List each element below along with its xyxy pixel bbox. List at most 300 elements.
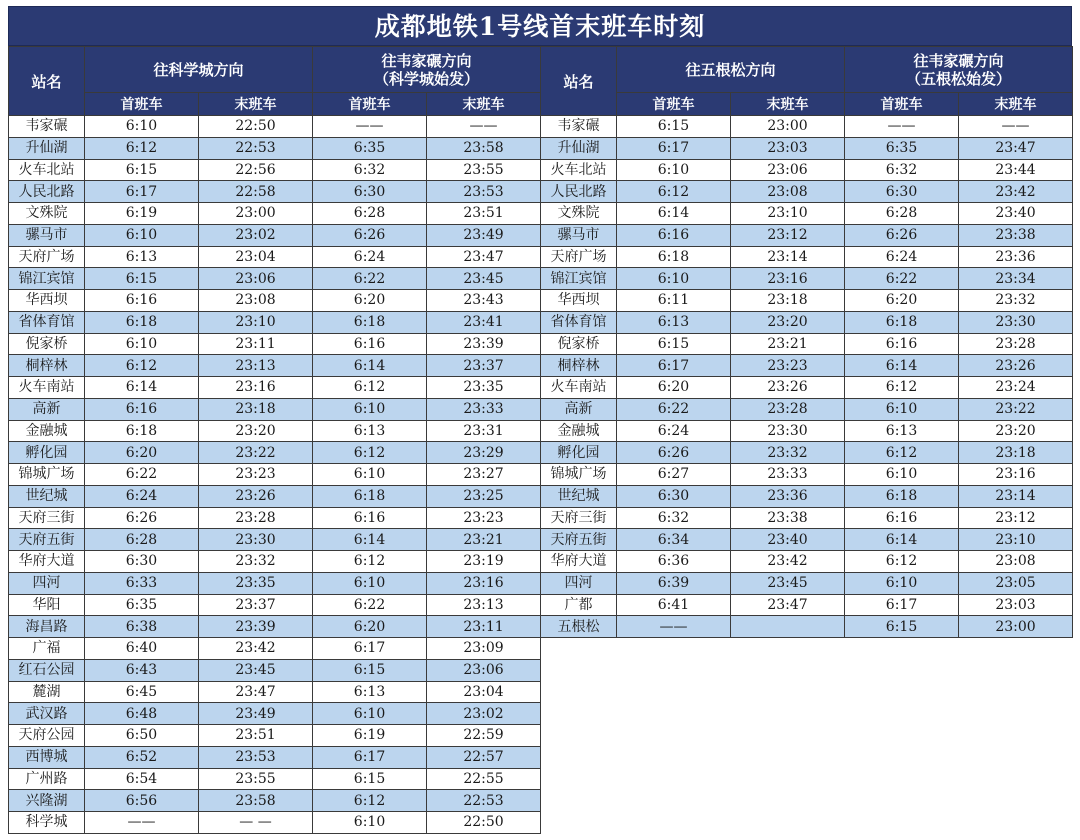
first-train-header: 首班车 (85, 93, 199, 116)
first-train-cell: 6:32 (617, 507, 731, 529)
last-train-cell: 23:39 (427, 333, 541, 355)
first-train-cell: 6:12 (313, 790, 427, 812)
station-name-cell: 华府大道 (541, 551, 617, 573)
station-name-cell: 海昌路 (9, 616, 85, 638)
last-train-cell: 23:20 (959, 420, 1073, 442)
table-row (9, 616, 541, 638)
last-train-cell: 23:53 (199, 746, 313, 768)
last-train-cell: 23:23 (199, 464, 313, 486)
first-train-cell: 6:32 (845, 159, 959, 181)
last-train-cell: 23:23 (427, 507, 541, 529)
first-train-cell: 6:48 (85, 703, 199, 725)
table-row (541, 137, 1073, 159)
last-train-cell: 23:26 (959, 355, 1073, 377)
station-name-cell: 锦城广场 (541, 464, 617, 486)
first-train-cell: 6:12 (85, 137, 199, 159)
station-name-cell: 广州路 (9, 768, 85, 790)
first-train-cell: 6:16 (313, 333, 427, 355)
first-train-cell: 6:16 (85, 398, 199, 420)
last-train-cell: 23:30 (959, 311, 1073, 333)
last-train-cell: 23:18 (959, 442, 1073, 464)
first-train-cell: 6:54 (85, 768, 199, 790)
station-name-cell: 五根松 (541, 616, 617, 638)
station-name-cell: 广福 (9, 638, 85, 660)
station-name-cell: 天府五街 (541, 529, 617, 551)
table-row (9, 790, 541, 812)
station-name-cell: 华西坝 (9, 290, 85, 312)
first-train-cell: 6:14 (845, 355, 959, 377)
last-train-cell: 23:42 (959, 181, 1073, 203)
station-name-cell: 孵化园 (9, 442, 85, 464)
last-train-cell: 23:16 (199, 377, 313, 399)
last-train-cell: 23:32 (731, 442, 845, 464)
first-train-cell: 6:35 (845, 137, 959, 159)
last-train-cell: 23:06 (731, 159, 845, 181)
first-train-header: 首班车 (313, 93, 427, 116)
last-train-cell: 23:10 (731, 203, 845, 225)
first-train-cell: 6:10 (617, 159, 731, 181)
table-row (9, 333, 541, 355)
first-train-cell: 6:26 (617, 442, 731, 464)
first-train-cell: 6:15 (617, 333, 731, 355)
last-train-cell: 23:55 (199, 768, 313, 790)
last-train-cell: 23:25 (427, 485, 541, 507)
last-train-cell: 23:37 (427, 355, 541, 377)
first-train-cell: 6:10 (845, 398, 959, 420)
first-train-header: 首班车 (617, 93, 731, 116)
last-train-cell: 23:29 (427, 442, 541, 464)
timetable-right (540, 46, 1073, 638)
table-row (9, 725, 541, 747)
first-train-cell: 6:10 (313, 812, 427, 834)
station-name-cell: 华西坝 (541, 290, 617, 312)
last-train-cell (731, 616, 845, 638)
table-row (9, 638, 541, 660)
table-row (9, 681, 541, 703)
table-row (541, 246, 1073, 268)
last-train-cell: 23:49 (199, 703, 313, 725)
station-name-cell: 火车北站 (541, 159, 617, 181)
first-train-cell: 6:45 (85, 681, 199, 703)
first-train-cell: 6:13 (85, 246, 199, 268)
first-train-cell: 6:24 (85, 485, 199, 507)
first-train-cell: 6:20 (617, 377, 731, 399)
first-train-cell: 6:11 (617, 290, 731, 312)
last-train-cell: 23:26 (731, 377, 845, 399)
table-row (9, 224, 541, 246)
station-name-cell: 省体育馆 (9, 311, 85, 333)
first-train-cell: —— (313, 116, 427, 138)
first-train-cell: 6:40 (85, 638, 199, 660)
first-train-cell: 6:19 (313, 725, 427, 747)
last-train-cell: 22:53 (427, 790, 541, 812)
last-train-cell: 23:22 (199, 442, 313, 464)
first-train-cell: 6:13 (845, 420, 959, 442)
last-train-cell: 23:08 (959, 551, 1073, 573)
last-train-cell: 22:57 (427, 746, 541, 768)
first-train-cell: 6:17 (845, 594, 959, 616)
last-train-cell: 23:39 (199, 616, 313, 638)
first-train-cell: 6:10 (617, 268, 731, 290)
table-row (9, 746, 541, 768)
last-train-cell: 23:45 (427, 268, 541, 290)
station-name-cell: 桐梓林 (9, 355, 85, 377)
direction-header: 往科学城方向 (85, 47, 313, 93)
table-row (9, 377, 541, 399)
first-train-cell: 6:15 (85, 159, 199, 181)
last-train-cell: 23:04 (199, 246, 313, 268)
table-row (9, 812, 541, 834)
station-name-cell: 四河 (541, 572, 617, 594)
station-name-cell: 火车南站 (541, 377, 617, 399)
first-train-cell: 6:27 (617, 464, 731, 486)
last-train-cell: 23:47 (199, 681, 313, 703)
first-train-cell: 6:12 (313, 377, 427, 399)
table-row (9, 659, 541, 681)
last-train-cell: 23:10 (199, 311, 313, 333)
first-train-cell: —— (85, 812, 199, 834)
first-train-cell: 6:12 (313, 442, 427, 464)
table-row (541, 333, 1073, 355)
table-row (541, 442, 1073, 464)
last-train-cell: 23:09 (427, 638, 541, 660)
table-row (9, 268, 541, 290)
first-train-cell: 6:16 (845, 507, 959, 529)
first-train-cell: 6:33 (85, 572, 199, 594)
table-row (9, 159, 541, 181)
table-row (541, 572, 1073, 594)
first-train-cell: 6:10 (313, 703, 427, 725)
station-name-cell: 世纪城 (9, 485, 85, 507)
first-train-cell: 6:16 (845, 333, 959, 355)
last-train-cell: 23:12 (731, 224, 845, 246)
last-train-cell: 23:47 (731, 594, 845, 616)
direction-header (313, 47, 541, 93)
last-train-cell: 23:30 (731, 420, 845, 442)
last-train-cell: 23:05 (959, 572, 1073, 594)
last-train-cell: 23:20 (199, 420, 313, 442)
station-name-cell: 四河 (9, 572, 85, 594)
last-train-cell: 23:14 (959, 485, 1073, 507)
first-train-cell: 6:15 (845, 616, 959, 638)
last-train-cell: 23:51 (199, 725, 313, 747)
table-row (541, 181, 1073, 203)
station-name-cell: 天府三街 (541, 507, 617, 529)
first-train-cell: 6:18 (617, 246, 731, 268)
first-train-cell: 6:39 (617, 572, 731, 594)
last-train-cell: 23:58 (199, 790, 313, 812)
station-name-cell: 广都 (541, 594, 617, 616)
first-train-cell: 6:12 (85, 355, 199, 377)
first-train-cell: 6:28 (845, 203, 959, 225)
last-train-cell: 23:06 (427, 659, 541, 681)
table-row (9, 594, 541, 616)
last-train-cell: 23:11 (427, 616, 541, 638)
table-row (541, 311, 1073, 333)
station-name-cell: 华阳 (9, 594, 85, 616)
last-train-cell: — — (199, 812, 313, 834)
first-train-cell: —— (845, 116, 959, 138)
last-train-cell: 23:14 (731, 246, 845, 268)
last-train-cell: 23:00 (959, 616, 1073, 638)
first-train-cell: 6:35 (85, 594, 199, 616)
station-name-cell: 武汉路 (9, 703, 85, 725)
station-name-cell: 高新 (541, 398, 617, 420)
table-row (9, 420, 541, 442)
table-row (9, 703, 541, 725)
table-row (541, 355, 1073, 377)
first-train-cell: 6:13 (617, 311, 731, 333)
table-row (9, 442, 541, 464)
last-train-cell: 23:32 (959, 290, 1073, 312)
station-name-cell: 文殊院 (9, 203, 85, 225)
station-name-cell: 锦江宾馆 (9, 268, 85, 290)
first-train-cell: 6:18 (313, 311, 427, 333)
timetable-left (8, 46, 541, 834)
last-train-cell: 23:40 (731, 529, 845, 551)
first-train-cell: 6:28 (313, 203, 427, 225)
station-name-cell: 倪家桥 (541, 333, 617, 355)
first-train-cell: 6:15 (617, 116, 731, 138)
table-row (541, 529, 1073, 551)
table-row (541, 420, 1073, 442)
station-name-cell: 兴隆湖 (9, 790, 85, 812)
direction-header: 往五根松方向 (617, 47, 845, 93)
table-row (9, 464, 541, 486)
first-train-cell: 6:18 (313, 485, 427, 507)
table-row (9, 768, 541, 790)
last-train-cell: 23:51 (427, 203, 541, 225)
last-train-cell: 23:42 (199, 638, 313, 660)
last-train-cell: 23:45 (731, 572, 845, 594)
station-name-cell: 天府三街 (9, 507, 85, 529)
last-train-cell: 23:08 (199, 290, 313, 312)
first-train-cell: 6:16 (313, 507, 427, 529)
first-train-cell: 6:18 (845, 311, 959, 333)
last-train-header: 末班车 (199, 93, 313, 116)
timetable-body (541, 116, 1073, 638)
station-name-cell: 骡马市 (9, 224, 85, 246)
last-train-cell: 23:13 (427, 594, 541, 616)
direction-header-note: （科学城始发） (374, 69, 480, 88)
table-row (9, 551, 541, 573)
station-name-cell: 韦家碾 (541, 116, 617, 138)
last-train-cell: 23:38 (731, 507, 845, 529)
last-train-cell: 23:27 (427, 464, 541, 486)
last-train-cell: 22:53 (199, 137, 313, 159)
first-train-cell: 6:17 (313, 638, 427, 660)
last-train-header: 末班车 (427, 93, 541, 116)
last-train-cell: 23:43 (427, 290, 541, 312)
first-train-cell: 6:19 (85, 203, 199, 225)
last-train-cell: 23:11 (199, 333, 313, 355)
first-train-cell: 6:36 (617, 551, 731, 573)
last-train-cell: 23:37 (199, 594, 313, 616)
last-train-cell: 22:59 (427, 725, 541, 747)
first-train-cell: 6:18 (845, 485, 959, 507)
first-train-cell: 6:18 (85, 420, 199, 442)
table-row (9, 116, 541, 138)
table-row (541, 507, 1073, 529)
table-row (541, 551, 1073, 573)
table-row (541, 464, 1073, 486)
first-train-cell: 6:34 (617, 529, 731, 551)
station-header: 站名 (541, 47, 617, 116)
first-train-cell: 6:26 (85, 507, 199, 529)
table-row (541, 116, 1073, 138)
page-title: 成都地铁1号线首末班车时刻 (8, 6, 1072, 46)
first-train-cell: 6:15 (85, 268, 199, 290)
station-name-cell: 锦江宾馆 (541, 268, 617, 290)
first-train-cell: 6:30 (85, 551, 199, 573)
first-train-cell: 6:20 (313, 616, 427, 638)
table-row (541, 290, 1073, 312)
station-header: 站名 (9, 47, 85, 116)
first-train-cell: 6:12 (617, 181, 731, 203)
direction-header-note: （五根松始发） (906, 69, 1012, 88)
station-name-cell: 华府大道 (9, 551, 85, 573)
timetable-body (9, 116, 541, 834)
station-name-cell: 文殊院 (541, 203, 617, 225)
last-train-cell: 23:35 (199, 572, 313, 594)
last-train-cell: 23:53 (427, 181, 541, 203)
table-row (541, 398, 1073, 420)
direction-header (845, 47, 1073, 93)
first-train-cell: 6:35 (313, 137, 427, 159)
last-train-cell: 23:38 (959, 224, 1073, 246)
last-train-cell: 23:34 (959, 268, 1073, 290)
table-row (541, 268, 1073, 290)
first-train-cell: 6:10 (313, 464, 427, 486)
last-train-cell: 22:55 (427, 768, 541, 790)
station-name-cell: 锦城广场 (9, 464, 85, 486)
table-row (9, 355, 541, 377)
station-name-cell: 人民北路 (541, 181, 617, 203)
first-train-cell: 6:17 (313, 746, 427, 768)
first-train-cell: 6:22 (313, 594, 427, 616)
first-train-cell: 6:17 (617, 137, 731, 159)
last-train-cell: 23:32 (199, 551, 313, 573)
first-train-cell: 6:14 (313, 529, 427, 551)
first-train-cell: 6:30 (845, 181, 959, 203)
last-train-cell: 23:13 (199, 355, 313, 377)
table-row (9, 290, 541, 312)
first-train-cell: 6:50 (85, 725, 199, 747)
last-train-cell: 23:24 (959, 377, 1073, 399)
first-train-cell: 6:24 (313, 246, 427, 268)
first-train-cell: 6:12 (845, 442, 959, 464)
direction-header-line: 往韦家碾方向 (913, 51, 1004, 70)
last-train-cell: 23:31 (427, 420, 541, 442)
table-row (541, 224, 1073, 246)
last-train-cell: 23:16 (959, 464, 1073, 486)
last-train-cell: 23:00 (199, 203, 313, 225)
station-name-cell: 天府公园 (9, 725, 85, 747)
last-train-cell: 23:47 (959, 137, 1073, 159)
station-name-cell: 高新 (9, 398, 85, 420)
station-name-cell: 人民北路 (9, 181, 85, 203)
first-train-cell: 6:12 (845, 551, 959, 573)
station-name-cell: 金融城 (9, 420, 85, 442)
first-train-cell: 6:20 (845, 290, 959, 312)
last-train-cell: 23:36 (959, 246, 1073, 268)
first-train-cell: 6:14 (85, 377, 199, 399)
first-train-cell: 6:12 (845, 377, 959, 399)
last-train-cell: 23:28 (731, 398, 845, 420)
last-train-cell: —— (427, 116, 541, 138)
last-train-cell: 23:49 (427, 224, 541, 246)
station-name-cell: 倪家桥 (9, 333, 85, 355)
first-train-cell: 6:12 (313, 551, 427, 573)
first-train-cell: 6:10 (845, 464, 959, 486)
station-name-cell: 科学城 (9, 812, 85, 834)
table-row (9, 398, 541, 420)
table-row (541, 616, 1073, 638)
table-row (9, 485, 541, 507)
first-train-cell: 6:14 (845, 529, 959, 551)
last-train-cell: 23:44 (959, 159, 1073, 181)
last-train-cell: 23:03 (731, 137, 845, 159)
first-train-cell: 6:13 (313, 420, 427, 442)
station-name-cell: 韦家碾 (9, 116, 85, 138)
first-train-cell: 6:41 (617, 594, 731, 616)
first-train-cell: 6:38 (85, 616, 199, 638)
last-train-cell: 23:42 (731, 551, 845, 573)
first-train-cell: 6:10 (85, 224, 199, 246)
last-train-cell: 23:28 (199, 507, 313, 529)
last-train-cell: 23:08 (731, 181, 845, 203)
station-name-cell: 升仙湖 (9, 137, 85, 159)
first-train-cell: 6:14 (617, 203, 731, 225)
station-name-cell: 世纪城 (541, 485, 617, 507)
first-train-cell: 6:30 (617, 485, 731, 507)
table-row (9, 529, 541, 551)
last-train-cell: 23:18 (199, 398, 313, 420)
first-train-cell: 6:22 (85, 464, 199, 486)
last-train-cell: 23:26 (199, 485, 313, 507)
station-name-cell: 火车北站 (9, 159, 85, 181)
first-train-cell: 6:17 (85, 181, 199, 203)
last-train-cell: 22:50 (199, 116, 313, 138)
first-train-cell: 6:17 (617, 355, 731, 377)
first-train-cell: 6:43 (85, 659, 199, 681)
last-train-cell: 23:16 (731, 268, 845, 290)
last-train-cell: 23:12 (959, 507, 1073, 529)
last-train-cell: 23:33 (731, 464, 845, 486)
last-train-cell: 23:30 (199, 529, 313, 551)
first-train-cell: 6:20 (85, 442, 199, 464)
first-train-cell: 6:22 (845, 268, 959, 290)
last-train-cell: 23:04 (427, 681, 541, 703)
first-train-cell: 6:20 (313, 290, 427, 312)
station-name-cell: 火车南站 (9, 377, 85, 399)
station-name-cell: 升仙湖 (541, 137, 617, 159)
first-train-cell: 6:16 (85, 290, 199, 312)
last-train-header: 末班车 (959, 93, 1073, 116)
table-row (9, 311, 541, 333)
last-train-header: 末班车 (731, 93, 845, 116)
first-train-cell: 6:24 (617, 420, 731, 442)
first-train-cell: 6:26 (313, 224, 427, 246)
table-row (9, 572, 541, 594)
last-train-cell: 23:00 (731, 116, 845, 138)
last-train-cell: 23:16 (427, 572, 541, 594)
last-train-cell: —— (959, 116, 1073, 138)
station-name-cell: 孵化园 (541, 442, 617, 464)
last-train-cell: 22:56 (199, 159, 313, 181)
last-train-cell: 23:20 (731, 311, 845, 333)
last-train-cell: 23:28 (959, 333, 1073, 355)
